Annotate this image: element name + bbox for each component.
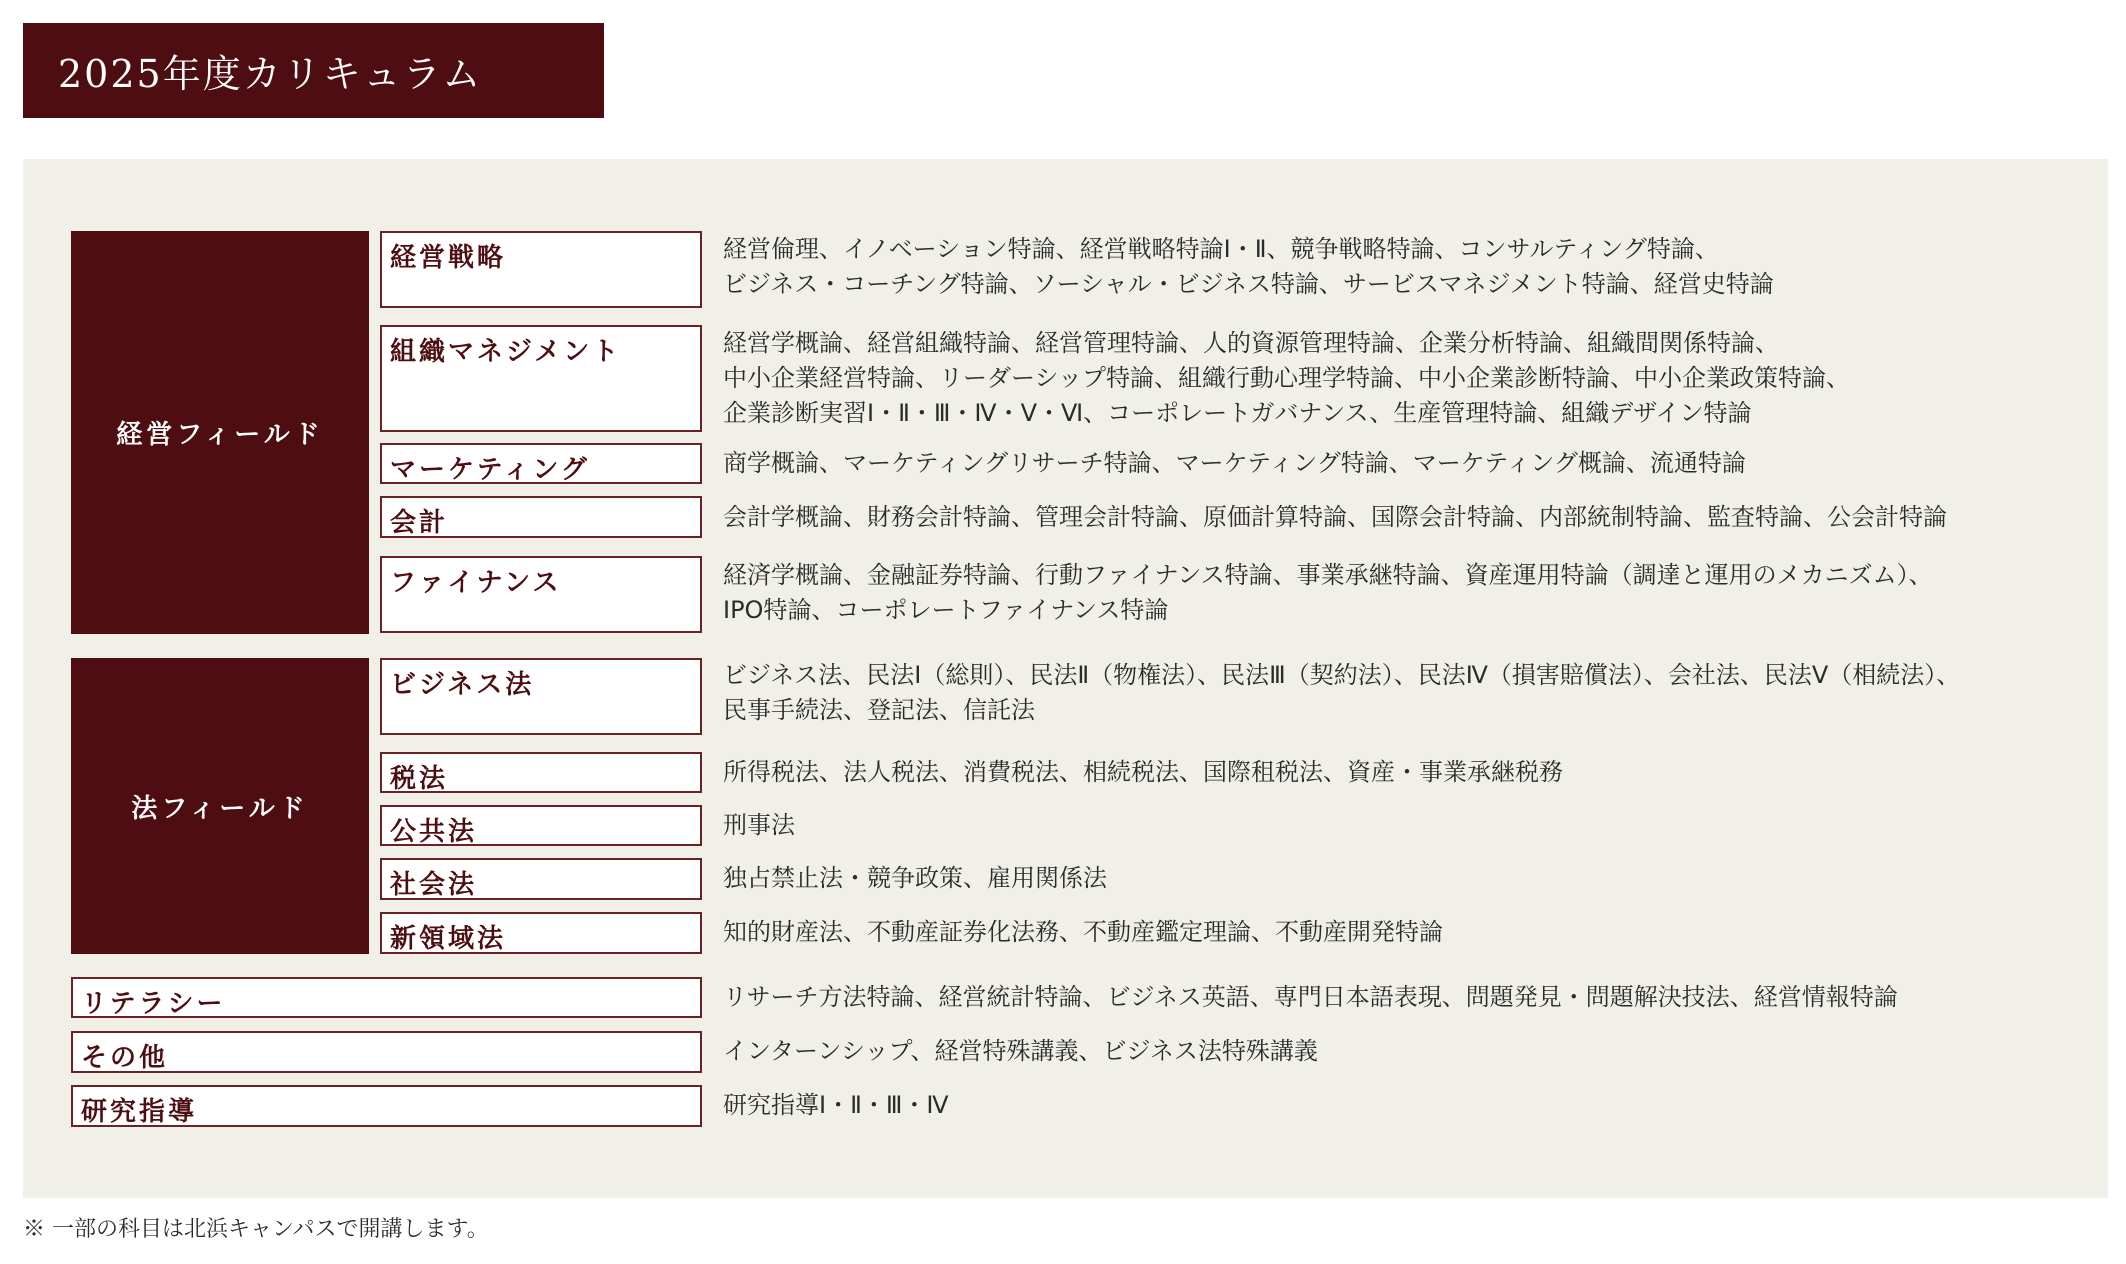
category-label: リテラシー [71,977,702,1018]
category-label: マーケティング [380,443,702,484]
page-title: 2025年度カリキュラム [23,23,604,118]
category-label: 税法 [380,752,702,793]
course-list: 研究指導Ⅰ・Ⅱ・Ⅲ・Ⅳ [723,1091,949,1119]
category-label: ビジネス法 [380,658,702,735]
footnote: ※ 一部の科目は北浜キャンパスで開講します。 [23,1217,489,1242]
category-label: 公共法 [380,805,702,846]
category-label: 社会法 [380,858,702,900]
course-list: 所得税法、法人税法、消費税法、相続税法、国際租税法、資産・事業承継税務 [723,758,1563,786]
course-list: インターンシップ、経営特殊講義、ビジネス法特殊講義 [723,1037,1318,1065]
category-label: ファイナンス [380,556,702,633]
category-label: 組織マネジメント [380,325,702,432]
course-list: リサーチ方法特論、経営統計特論、ビジネス英語、専門日本語表現、問題発見・問題解決技法、経営情報特論 [723,983,1898,1011]
category-label: 会計 [380,496,702,538]
category-label: 研究指導 [71,1085,702,1127]
course-list: 会計学概論、財務会計特論、管理会計特論、原価計算特論、国際会計特論、内部統制特論、監査特論、公会計特論 [723,503,1947,531]
course-list: 経営学概論、経営組織特論、経営管理特論、人的資源管理特論、企業分析特論、組織間関係特論、 中小企業経営特論、リーダーシップ特論、組織行動心理学特論、中小企業診断特論、中小企業政策特論、 企業診断実習Ⅰ・Ⅱ・Ⅲ・Ⅳ・Ⅴ・Ⅵ、コーポレートガバナンス、生産管理特論、組織デザイン特論 [723,329,1851,427]
course-list: 商学概論、マーケティングリサーチ特論、マーケティング特論、マーケティング概論、流通特論 [723,449,1746,477]
category-label: 新領域法 [380,912,702,954]
field-law: 法フィールド [71,658,369,954]
category-label: その他 [71,1031,702,1073]
course-list: 経済学概論、金融証券特論、行動ファイナンス特論、事業承継特論、資産運用特論（調達と運用のメカニズム）、 IPO特論、コーポレートファイナンス特論 [723,561,1933,624]
course-list: 刑事法 [723,811,795,839]
course-list: 知的財産法、不動産証券化法務、不動産鑑定理論、不動産開発特論 [723,918,1443,946]
course-list: ビジネス法、民法Ⅰ（総則）、民法Ⅱ（物権法）、民法Ⅲ（契約法）、民法Ⅳ（損害賠償法）、会社法、民法Ⅴ（相続法）、 民事手続法、登記法、信託法 [723,661,1961,724]
course-list: 独占禁止法・競争政策、雇用関係法 [723,864,1107,892]
field-management: 経営フィールド [71,231,369,634]
category-label: 経営戦略 [380,231,702,308]
course-list: 経営倫理、イノベーション特論、経営戦略特論Ⅰ・Ⅱ、競争戦略特論、コンサルティング特論、 ビジネス・コーチング特論、ソーシャル・ビジネス特論、サービスマネジメント特論、経営史特論 [723,235,1774,298]
